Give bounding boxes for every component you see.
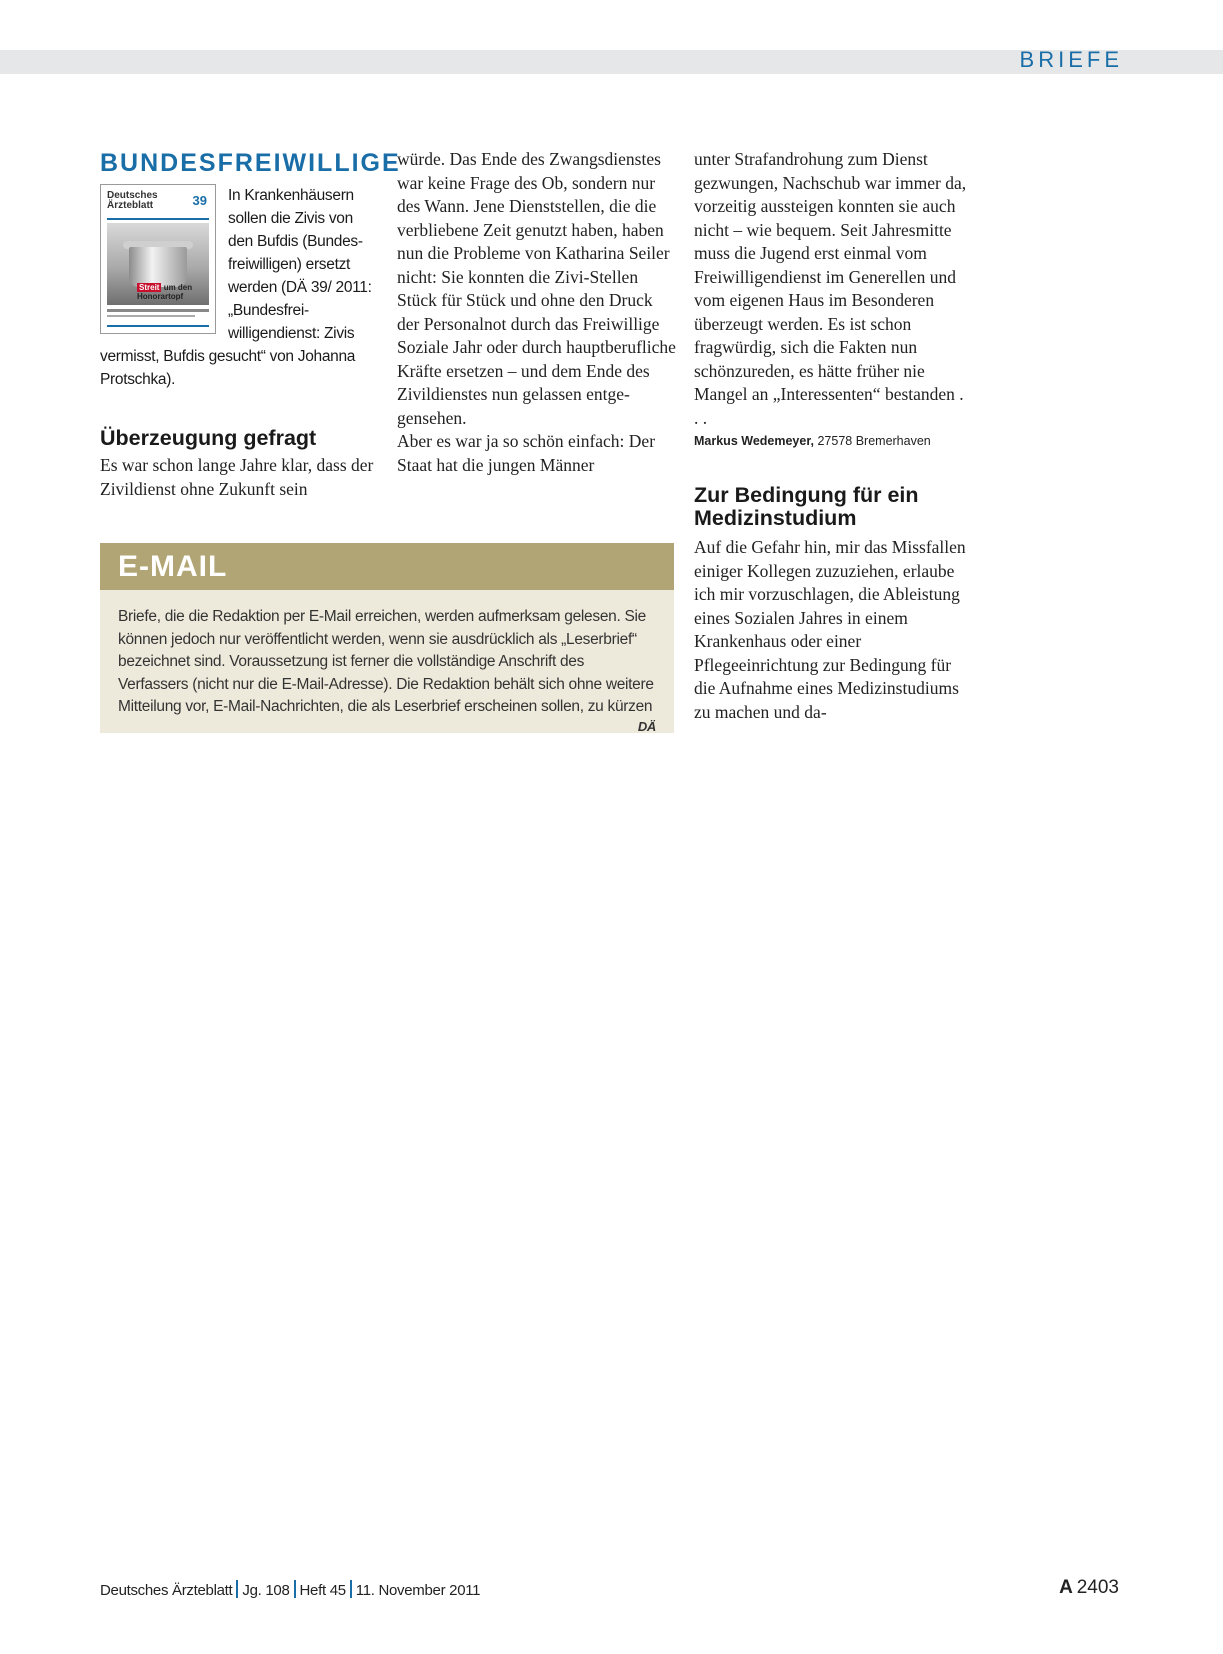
- cover-headline-rest: um den Honorartopf: [137, 283, 193, 301]
- email-box-signature: DÄ: [637, 719, 656, 734]
- email-box-body: [100, 590, 674, 734]
- letter-body-1-part-4: unter Strafandrohung zum Dienst gezwungen, Nachschub war immer da, vorzeitig aussteigen konnten sie auch nicht – wie bequem. Seit Jahresmitte muss die Jugend erst einmal vom Freiwilligendienst im Generellen und vom eigenen Haus im Besonderen überzeugt werden. Es ist schon fragwürdig, sich die Fakten nun schönzureden, es hätte früher nie Mangel an „Interessenten“ bestanden . . .: [694, 149, 967, 428]
- letter-body-2: Auf die Gefahr hin, mir das Missfallen einiger Kollegen zuzuziehen, erlaube ich mir vorzuschlagen, die Ableistung eines Sozialen Jahres in einem Krankenhaus oder einer Pflegeeinrichtung zur Bedingung für die Aufnahme eines Medizinstudiums zu machen und da-: [694, 537, 966, 722]
- footer-issue: Heft 45: [299, 1582, 346, 1599]
- footer-date: 11. November 2011: [355, 1582, 481, 1599]
- column-3: [694, 148, 969, 724]
- page-number: [1059, 1577, 1119, 1599]
- reference-text: In Krankenhäusern sollen die Zivis von den Bufdis (Bundesfreiwilligen) ersetzt werden (DÄ 39/ 2011: „Bundesfreiwilligendienst: Zivis vermisst, Bufdis gesucht“ von Johanna Protschka).: [100, 187, 372, 388]
- cover-title: Deutsches Ärzteblatt: [107, 190, 158, 211]
- column-2: [397, 148, 677, 477]
- page-number-value: 2403: [1076, 1577, 1119, 1598]
- page-prefix: A: [1059, 1577, 1073, 1598]
- footer-separator: [350, 1580, 352, 1598]
- signature-name: Markus Wedemeyer,: [694, 434, 814, 448]
- cover-headline: [137, 283, 205, 301]
- footer-volume: Jg. 108: [242, 1582, 290, 1599]
- section-label: BRIEFE: [1019, 47, 1123, 72]
- email-box-title: E-MAIL: [100, 543, 674, 590]
- cover-rule: [107, 218, 209, 220]
- email-info-box: [100, 543, 674, 733]
- cover-text-line: [107, 309, 209, 312]
- cover-text-line: [107, 315, 195, 317]
- footer-separator: [236, 1580, 238, 1598]
- footer-separator: [294, 1580, 296, 1598]
- cooking-pot-illustration: [129, 247, 187, 287]
- email-box-text: Briefe, die die Redaktion per E-Mail erreichen, werden aufmerksam gelesen. Sie können jedoch nur veröffentlicht werden, wenn sie ausdrücklich als „Leserbrief“ bezeichnet sind. Voraussetzung ist ferner die vollständige Anschrift des Verfassers (nicht nur die E-Mail-Adresse). Die Redaktion behält sich ohne weitere Mitteilung vor, E-Mail-Nachrichten, die als Leserbrief erscheinen sollen, zu kürzen: [118, 608, 654, 715]
- footer-publication-info: [100, 1580, 480, 1599]
- cover-headline-highlight: Streit: [139, 283, 160, 292]
- letter-signature: [694, 434, 969, 448]
- magazine-cover-image: [100, 184, 216, 334]
- cover-bottom-rule: [107, 325, 209, 327]
- letter-headline-2: Zur Bedingung für ein Medizinstudium: [694, 483, 919, 530]
- footer-publication: Deutsches Ärzteblatt: [100, 1582, 233, 1599]
- letter-body-1-part-1: Es war schon lange Jahre klar, dass der Zivildienst ohne Zukunft sein: [100, 455, 374, 499]
- letter-body-1-part-2: würde. Das Ende des Zwangsdienstes war keine Frage des Ob, sondern nur des Wann. Jene Dienststellen, die die verbliebene Zeit genutzt haben, haben nun die Probleme von Katharina Seiler nicht: Sie konnten die Zivi-Stellen Stück für Stück und ohne den Druck der Personalnot durch das Freiwillige Soziale Jahr oder durch hauptberufliche Kräfte ersetzen – und dem Ende des Zivildienstes nun gelassen entgegensehen.: [397, 149, 676, 428]
- topic-kicker: BUNDESFREIWILLIGE: [100, 149, 401, 177]
- signature-place: 27578 Bremerhaven: [817, 434, 931, 448]
- letter-body-1-part-3: Aber es war ja so schön einfach: Der Staat hat die jungen Männer: [397, 431, 656, 475]
- reference-block: [100, 184, 375, 391]
- column-1: [100, 148, 401, 501]
- cover-issue-number: 39: [192, 193, 207, 208]
- letter-headline-1: Überzeugung gefragt: [100, 426, 317, 450]
